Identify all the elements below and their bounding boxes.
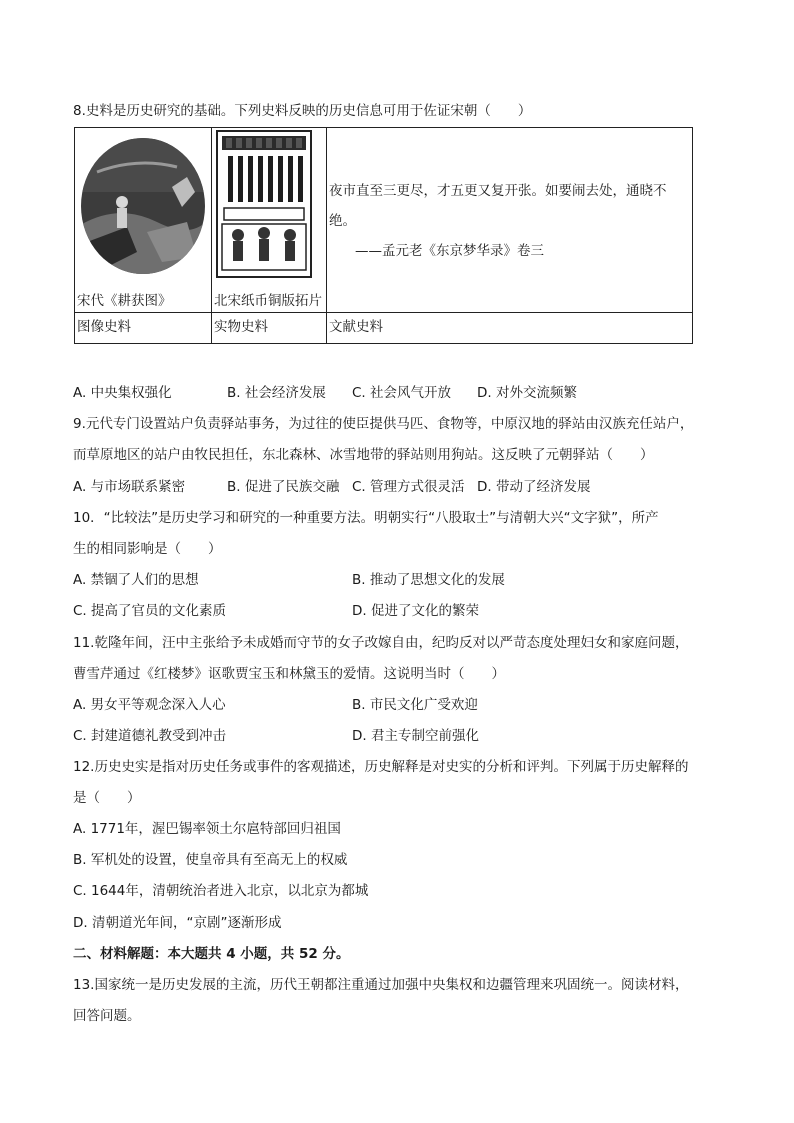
q8-option-b[interactable]: B. 社会经济发展 [227,385,326,401]
q10-option-d[interactable]: D. 促进了文化的繁荣 [352,603,479,619]
quote-line-1: 夜市直至三更尽，才五更又复开张。如要闹去处，通晓不 [329,183,667,199]
image-caption: 宋代《耕获图》 [77,293,172,309]
document-source-cell [327,128,693,313]
q12-option-b[interactable]: B. 军机处的设置，使皇帝具有至高无上的权威 [73,852,348,868]
q10-stem-line-1: 10．“比较法”是历史学习和研究的一种重要方法。明朝实行“八股取士”与清朝大兴“文字狱”，所产 [73,510,659,526]
q10-option-c[interactable]: C. 提高了官员的文化素质 [73,603,227,619]
label-object-source: 实物史料 [212,313,327,344]
object-caption: 北宋纸币铜版拓片 [214,293,322,309]
q11-option-d[interactable]: D. 君主专制空前强化 [352,728,479,744]
q13-stem-line-1: 13.国家统一是历史发展的主流，历代王朝都注重通过加强中央集权和边疆管理来巩固统一。阅读材料， [73,977,689,993]
q8-option-d[interactable]: D. 对外交流频繁 [477,385,577,401]
q11-stem-line-2: 曹雪芹通过《红楼梦》讴歌贾宝玉和林黛玉的爱情。这说明当时（ ） [73,666,505,682]
q12-option-c[interactable]: C. 1644年，清朝统治者进入北京，以北京为都城 [73,883,369,899]
q11-option-c[interactable]: C. 封建道德礼教受到冲击 [73,728,227,744]
q9-option-d[interactable]: D. 带动了经济发展 [477,479,591,495]
object-source-cell [212,128,327,313]
q10-option-b[interactable]: B. 推动了思想文化的发展 [352,572,505,588]
q11-stem-line-1: 11.乾隆年间，汪中主张给予未成婚而守节的女子改嫁自由，纪昀反对以严苛态度处理妇女和家庭问题， [73,635,689,651]
q13-stem-line-2: 回答问题。 [73,1008,141,1024]
label-image-source: 图像史料 [75,313,212,344]
quote-line-2: 绝。 [329,213,356,229]
q11-option-b[interactable]: B. 市民文化广受欢迎 [352,697,478,713]
q12-stem-line-2: 是（ ） [73,790,141,806]
q9-option-a[interactable]: A. 与市场联系紧密 [73,479,186,495]
label-document-source: 文献史料 [327,313,693,344]
q8-option-a[interactable]: A. 中央集权强化 [73,385,172,401]
quote-block [329,176,689,266]
q12-option-d[interactable]: D. 清朝道光年间，“京剧”逐渐形成 [73,915,282,931]
q9-stem-line-2: 而草原地区的站户由牧民担任，东北森林、冰雪地带的驿站则用狗站。这反映了元朝驿站（ ） [73,447,654,463]
q8-option-c[interactable]: C. 社会风气开放 [352,385,452,401]
image-source-cell [75,128,212,313]
q12-option-a[interactable]: A. 1771年，渥巴锡率领土尔扈特部回归祖国 [73,821,341,837]
q11-option-a[interactable]: A. 男女平等观念深入人心 [73,697,226,713]
banknote-plate-rubbing-image [216,130,312,278]
q8-source-table [74,127,693,344]
q12-stem-line-1: 12.历史史实是指对历史任务或事件的客观描述，历史解释是对史实的分析和评判。下列属于历史解释的 [73,759,689,775]
q9-option-c[interactable]: C. 管理方式很灵活 [352,479,465,495]
q8-stem: 8.史料是历史研究的基础。下列史料反映的历史信息可用于佐证宋朝（ ） [73,103,532,119]
q9-stem-line-1: 9.元代专门设置站户负责驿站事务，为过往的使臣提供马匹、食物等，中原汉地的驿站由汉族充任站户， [73,416,694,432]
gengtu-painting-image [77,132,213,282]
q10-option-a[interactable]: A. 禁锢了人们的思想 [73,572,199,588]
q10-stem-line-2: 生的相同影响是（ ） [73,541,222,557]
section-2-heading: 二、材料解题：本大题共 4 小题，共 52 分。 [73,946,350,962]
q9-option-b[interactable]: B. 促进了民族交融 [227,479,340,495]
quote-author: ——孟元老《东京梦华录》卷三 [355,243,544,259]
